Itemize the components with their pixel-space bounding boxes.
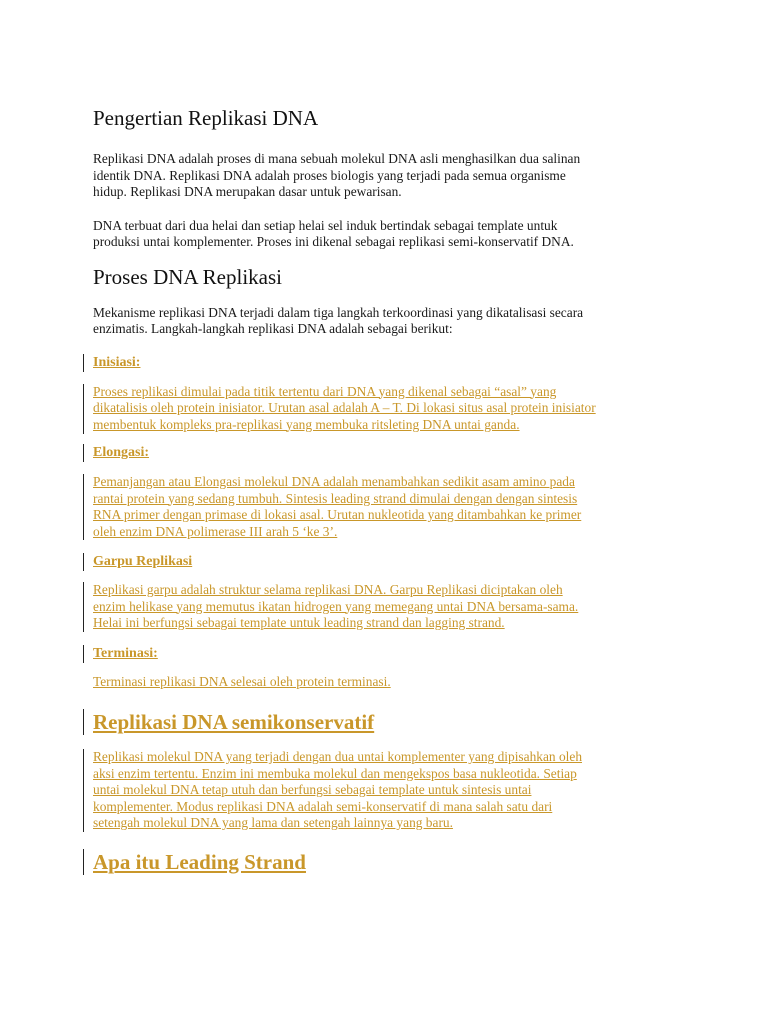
link-paragraph-elongasi[interactable] (93, 474, 693, 540)
heading-proses: Proses DNA Replikasi (93, 264, 282, 289)
link-heading-leading-strand[interactable]: Apa itu Leading Strand (93, 849, 306, 874)
text-line: DNA terbuat dari dua helai dan setiap helai sel induk bertindak sebagai template untuk (93, 217, 558, 233)
quote-bar (83, 384, 84, 434)
document-content (93, 104, 693, 876)
text-line: rantai protein yang sedang tumbuh. Sintesis leading strand dimulai dengan dengan sintesis (93, 490, 578, 506)
link-paragraph-inisiasi[interactable] (93, 384, 693, 434)
text-line: identik DNA. Replikasi DNA adalah proses biologis yang terjadi pada semua organisme (93, 167, 566, 183)
paragraph-mechanism (93, 305, 693, 338)
text-line: Replikasi DNA adalah proses di mana sebuah molekul DNA asli menghasilkan dua salinan (93, 151, 581, 166)
step-elongasi (93, 444, 693, 540)
text-line: hidup. Replikasi DNA merupakan dasar untuk pewarisan. (93, 184, 402, 199)
link-heading-elongasi[interactable]: Elongasi: (93, 445, 150, 460)
text-line: RNA primer dengan primase di lokasi asal. Urutan nukleotida yang ditambahkan ke primer (93, 507, 582, 522)
link-heading-semikonservatif[interactable]: Replikasi DNA semikonservatif (93, 710, 375, 734)
quote-bar (83, 749, 84, 832)
section-semikonservatif (93, 708, 693, 832)
section-leading-strand (93, 848, 693, 876)
text-line: Replikasi molekul DNA yang terjadi dengan dua untai komplementer yang dipisahkan oleh (93, 749, 583, 764)
text-line: Terminasi replikasi DNA selesai oleh protein terminasi. (93, 673, 391, 689)
quote-bar (83, 582, 84, 632)
paragraph-semi-conservative (93, 218, 693, 251)
text-line: enzim helikase yang memutus ikatan hidrogen yang memegang untai DNA bersama-sama. (93, 598, 579, 614)
text-line: komplementer. Modus replikasi DNA adalah semi-konservatif di mana salah satu dari (93, 798, 553, 814)
quote-bar (83, 354, 84, 372)
link-heading-inisiasi[interactable]: Inisiasi: (93, 354, 141, 370)
step-terminasi (93, 645, 693, 691)
text-line: Replikasi garpu adalah struktur selama replikasi DNA. Garpu Replikasi diciptakan oleh (93, 582, 563, 597)
paragraph-definition (93, 151, 693, 201)
quote-bar (83, 474, 84, 540)
text-line: Helai ini berfungsi sebagai template untuk leading strand dan lagging strand. (93, 615, 505, 630)
text-line: Pemanjangan atau Elongasi molekul DNA adalah menambahkan sedikit asam amino pada (93, 474, 575, 489)
link-paragraph-semikonservatif[interactable] (93, 749, 693, 832)
text-line: oleh enzim DNA polimerase III arah 5 ‘ke 3’. (93, 523, 338, 539)
text-line: dikatalisis oleh protein inisiator. Urutan asal adalah A – T. Di lokasi situs asal protein inisiator (93, 400, 596, 415)
text-line: aksi enzim tertentu. Enzim ini membuka molekul dan mengekspos basa nukleotida. Setiap (93, 765, 577, 781)
link-paragraph-terminasi[interactable] (93, 674, 693, 691)
text-line: Proses replikasi dimulai pada titik tertentu dari DNA yang dikenal sebagai “asal” yang (93, 383, 557, 399)
text-line: membentuk kompleks pra-replikasi yang membuka ritsleting DNA untai ganda. (93, 416, 520, 432)
quote-bar (83, 444, 84, 462)
text-line: Mekanisme replikasi DNA terjadi dalam tiga langkah terkoordinasi yang dikatalisasi secara (93, 304, 584, 320)
heading-pengertian: Pengertian Replikasi DNA (93, 106, 319, 130)
link-paragraph-garpu[interactable] (93, 582, 693, 632)
link-heading-garpu[interactable]: Garpu Replikasi (93, 554, 193, 569)
text-line: produksi untai komplementer. Proses ini dikenal sebagai replikasi semi-konservatif DNA. (93, 234, 574, 249)
link-heading-terminasi[interactable]: Terminasi: (93, 645, 158, 661)
step-inisiasi (93, 354, 693, 434)
quote-bar (83, 709, 84, 735)
quote-bar (83, 645, 84, 663)
step-garpu-replikasi (93, 553, 693, 632)
text-line: enzimatis. Langkah-langkah replikasi DNA adalah sebagai berikut: (93, 321, 453, 336)
text-line: setengah molekul DNA yang lama dan setengah lainnya yang baru. (93, 815, 453, 830)
quote-bar (83, 553, 84, 571)
quote-bar (83, 849, 84, 875)
text-line: untai molekul DNA tetap utuh dan berfungsi sebagai template untuk sintesis untai (93, 782, 532, 797)
